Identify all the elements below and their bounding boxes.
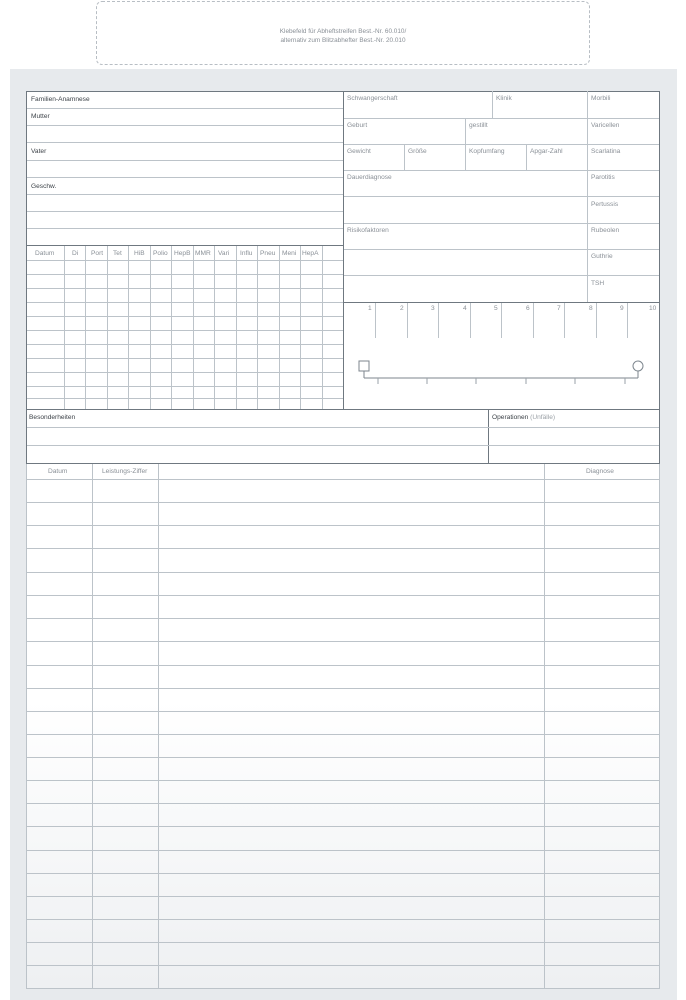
vacc-row-line [27, 372, 343, 373]
line [344, 170, 587, 171]
line [588, 275, 659, 276]
vacc-row-line [27, 302, 343, 303]
vacc-col-mmr: MMR [195, 250, 211, 257]
treatment-log-area [26, 464, 660, 989]
log-row-line [26, 502, 660, 503]
scale-4: 4 [463, 305, 467, 312]
log-row-line [26, 919, 660, 920]
line [588, 196, 659, 197]
vacc-col-influ: Influ [240, 250, 253, 257]
vacc-col-di: Di [72, 250, 79, 257]
vacc-col-meni: Meni [282, 250, 297, 257]
chronic-diagnosis-label: Dauerdiagnose [347, 174, 392, 181]
line [344, 249, 587, 250]
log-row-line [26, 688, 660, 689]
birth-label: Geburt [347, 122, 368, 129]
scale-tick [470, 303, 471, 338]
log-col-line [158, 464, 159, 989]
operations-text: Operationen [492, 414, 529, 421]
disease-guthrie: Guthrie [591, 253, 613, 260]
log-row-line [26, 572, 660, 573]
scale-3: 3 [431, 305, 435, 312]
vacc-row-line [27, 274, 343, 275]
log-row-line [26, 548, 660, 549]
scale-7: 7 [557, 305, 561, 312]
line [588, 223, 659, 224]
scale-tick [533, 303, 534, 338]
family-history-title: Familien-Anamnese [31, 96, 90, 103]
log-row-line [26, 850, 660, 851]
vacc-col-hib: HiB [134, 250, 145, 257]
cell-divider [404, 144, 405, 170]
operations-label [492, 415, 555, 422]
vacc-row-line [27, 358, 343, 359]
clinic-label: Klinik [496, 95, 512, 102]
log-left-border [26, 464, 27, 989]
vacc-row-line [27, 386, 343, 387]
log-right-border [659, 464, 660, 989]
apgar-label: Apgar-Zahl [530, 148, 563, 155]
special-notes-label: Besonderheiten [29, 414, 76, 421]
scale-8: 8 [589, 305, 593, 312]
scale-tick [501, 303, 502, 338]
log-diagnosis-header: Diagnose [586, 468, 614, 475]
log-date-header: Datum [48, 468, 68, 475]
glue-field-line1: Klebefeld für Abheftstreifen Best.-Nr. 60.010/ [279, 28, 407, 35]
scale-2: 2 [400, 305, 404, 312]
cell-divider [465, 144, 466, 170]
log-row-line [26, 780, 660, 781]
vacc-col-polio: Polio [153, 250, 168, 257]
disease-rubeolen: Rubeolen [591, 227, 620, 234]
log-row-line [26, 942, 660, 943]
line [27, 427, 659, 428]
log-row-line [26, 618, 660, 619]
log-row-line [26, 595, 660, 596]
vacc-col-pneu: Pneu [260, 250, 276, 257]
scale-5: 5 [494, 305, 498, 312]
cell-divider [526, 144, 527, 170]
log-row-line [26, 873, 660, 874]
log-col-line [544, 464, 545, 989]
upper-column-divider [343, 91, 344, 410]
line [27, 177, 343, 178]
cell-divider [465, 118, 466, 144]
log-bottom-line [26, 988, 660, 989]
line [588, 118, 659, 119]
log-row-line [26, 826, 660, 827]
scale-tick [564, 303, 565, 338]
vacc-col-port: Port [91, 250, 104, 257]
mother-label: Mutter [31, 113, 50, 120]
vacc-row-line [27, 344, 343, 345]
glue-field-line2: alternativ zum Blitzabhefter Best.-Nr. 20.010 [280, 37, 406, 44]
pregnancy-label: Schwangerschaft [347, 95, 398, 102]
vacc-col-tet: Tet [113, 250, 122, 257]
glue-field [96, 1, 590, 65]
siblings-label: Geschw. [31, 183, 57, 190]
scale-10: 10 [649, 305, 657, 312]
scale-9: 9 [620, 305, 624, 312]
line [27, 445, 659, 446]
scale-start-square [359, 361, 369, 371]
notes-bottom-line [26, 463, 660, 464]
log-row-line [26, 734, 660, 735]
line [27, 194, 343, 195]
scale-tick [375, 303, 376, 338]
father-label: Vater [31, 148, 47, 155]
vaccination-top-line [26, 245, 343, 246]
scale-tick [627, 303, 628, 338]
line [344, 196, 587, 197]
disease-parotitis: Parotitis [591, 174, 615, 181]
log-row-line [26, 641, 660, 642]
scale-1: 1 [368, 305, 372, 312]
head-circumference-label: Kopfumfang [469, 148, 505, 155]
disease-tsh: TSH [591, 280, 605, 287]
vacc-col-hepb: HepB [174, 250, 191, 257]
log-row-line [26, 525, 660, 526]
disease-morbili: Morbili [591, 95, 611, 102]
vacc-row-line [27, 288, 343, 289]
vacc-col-hepa: HepA [302, 250, 319, 257]
line [27, 142, 343, 143]
log-row-line [26, 665, 660, 666]
vacc-col-datum: Datum [35, 250, 55, 257]
log-row-line [26, 896, 660, 897]
height-label: Größe [408, 148, 427, 155]
log-fee-code-header: Leistungs-Ziffer [102, 468, 148, 475]
scale-6: 6 [526, 305, 530, 312]
disease-scarlatina: Scarlatina [591, 148, 621, 155]
line [344, 223, 587, 224]
notes-top-line [26, 409, 660, 410]
disease-varicellen: Varicellen [591, 122, 620, 129]
vacc-col-vari: Vari [218, 250, 230, 257]
vacc-row-line [27, 398, 343, 399]
log-row-line [26, 803, 660, 804]
line [588, 144, 659, 145]
weight-label: Gewicht [347, 148, 371, 155]
vacc-row-line [27, 316, 343, 317]
scale-end-circle [633, 361, 643, 371]
scale-tick [407, 303, 408, 338]
disease-pertussis: Pertussis [591, 201, 619, 208]
log-row-line [26, 479, 660, 480]
line [27, 108, 343, 109]
vacc-row-line [27, 260, 343, 261]
line [344, 275, 587, 276]
line [27, 228, 343, 229]
line [588, 249, 659, 250]
log-row-line [26, 757, 660, 758]
scale-tick [438, 303, 439, 338]
risk-factors-label: Risikofaktoren [347, 227, 389, 234]
scale-tick [596, 303, 597, 338]
log-row-line [26, 965, 660, 966]
vacc-row-line [27, 330, 343, 331]
log-row-line [26, 711, 660, 712]
cell-divider [492, 91, 493, 118]
line [588, 170, 659, 171]
line [27, 211, 343, 212]
line [27, 125, 343, 126]
growth-scale-bar [350, 355, 650, 389]
log-col-line [92, 464, 93, 989]
breastfed-label: gestillt [469, 122, 488, 129]
notes-divider [488, 410, 489, 463]
line [27, 160, 343, 161]
accidents-text: (Unfälle) [530, 414, 556, 421]
